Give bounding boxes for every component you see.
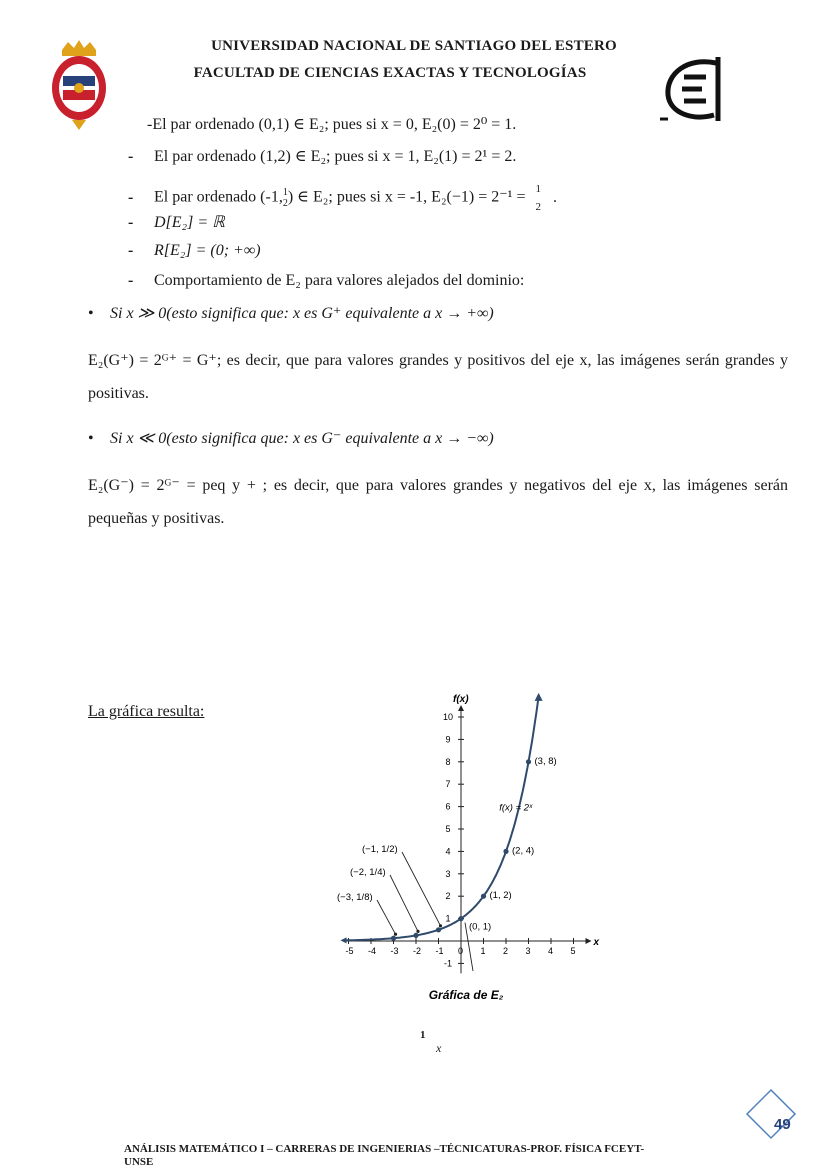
data-point <box>526 759 531 764</box>
ordered-pair-0-1: -El par ordenado (0,1) ∈ E₂; pues si x = 0, E₂(0) = 2⁰ = 1. <box>147 116 517 133</box>
range-line: - R[E₂] = (0; +∞) <box>128 242 261 259</box>
point-label: (0, 1) <box>469 921 492 933</box>
x-tick-label: -1 <box>435 946 444 956</box>
y-tick-label: 8 <box>445 756 451 767</box>
point-label: (3, 8) <box>534 755 557 767</box>
bullet-x-large-positive: • Si x ≫ 0(esto significa que: x es G⁺ equivalente a x → +∞) <box>88 305 494 322</box>
leader-line <box>390 875 418 931</box>
x-tick-label: 4 <box>548 946 554 956</box>
chart-caption: Gráfica de E₂ <box>428 988 504 1002</box>
x-tick-label: -3 <box>390 946 399 956</box>
x-tick-label: -4 <box>368 946 377 956</box>
fraction-one-half: 1 2 <box>282 187 288 209</box>
leader-line <box>377 900 396 934</box>
leader-arrowhead <box>416 930 419 933</box>
stray-denominator: x <box>436 1041 442 1055</box>
leader-arrowhead <box>439 924 442 927</box>
bullet-dot: • <box>88 305 94 322</box>
university-name: UNIVERSIDAD NACIONAL DE SANTIAGO DEL ESTERO <box>211 38 617 54</box>
y-tick-label: 3 <box>445 868 451 879</box>
data-point <box>503 849 508 854</box>
bullet-x-large-negative: • Si x ≪ 0(esto significa que: x es G⁻ equivalente a x → −∞) <box>88 430 494 447</box>
leader-arrowhead <box>394 933 397 936</box>
curve-left-arrow <box>341 937 347 943</box>
data-point <box>413 933 418 938</box>
y-tick-label: 6 <box>445 801 451 812</box>
paragraph-positive-behaviour: E₂(G⁺) = 2ᴳ⁺ = G⁺; es decir, que para valores grandes y positivos del eje x, las imágenes serán grandes y positivas. <box>88 352 788 402</box>
faculty-logo <box>658 55 730 123</box>
y-axis-arrow <box>458 705 464 711</box>
data-point <box>391 936 396 941</box>
fraction-result: 1 2 <box>535 183 541 213</box>
x-axis-arrow <box>586 938 592 944</box>
y-tick-label: 5 <box>445 824 451 834</box>
point-label: (−1, 1/2) <box>362 844 398 855</box>
x-axis-label: x <box>593 937 600 948</box>
x-tick-label: -2 <box>413 946 422 956</box>
dash-marker: - <box>128 214 134 231</box>
footer-institution: UNSE <box>124 1156 154 1168</box>
bullet-dot: • <box>88 430 94 447</box>
y-tick-label: 1 <box>445 913 451 924</box>
page-number: 49 <box>774 1116 791 1133</box>
paragraph-negative-behaviour: E₂(G⁻) = 2ᴳ⁻ = peq y + ; es decir, que para valores grandes y negativos del eje x, las imágenes serán pequeñas y positivas. <box>88 477 788 527</box>
leader-line <box>402 852 441 926</box>
y-tick-label: 2 <box>445 891 451 902</box>
exponential-chart <box>320 690 610 1010</box>
ordered-pair-minus1-half: - El par ordenado (-1,1 2) ∈ E₂; pues si x = -1, E₂(−1) = 2⁻¹ = 1 2 . <box>128 180 557 216</box>
y-tick-label: 10 <box>442 712 454 722</box>
x-tick-label: -5 <box>345 946 354 956</box>
x-tick-label: 5 <box>570 946 576 956</box>
data-point <box>458 916 463 921</box>
ordered-pair-1-2: - El par ordenado (1,2) ∈ E₂; pues si x = 1, E₂(1) = 2¹ = 2. <box>128 148 517 165</box>
y-tick-label: 7 <box>445 779 451 790</box>
point-label: (2, 4) <box>512 845 535 857</box>
dash-marker: - <box>128 272 134 289</box>
dash-marker: - <box>128 148 134 165</box>
y-axis-label: f(x) <box>453 694 469 705</box>
domain-line: - D[E₂] = ℝ <box>128 214 225 231</box>
y-tick-label: 4 <box>445 846 451 857</box>
x-tick-label: 0 <box>458 946 464 956</box>
dash-marker: - <box>128 242 134 259</box>
stray-numerator: 1 <box>420 1029 426 1041</box>
y-tick-label: -1 <box>443 958 453 969</box>
data-point <box>481 894 486 899</box>
x-tick-label: 2 <box>503 946 509 956</box>
curve-top-arrow <box>535 693 543 701</box>
curve-series <box>344 696 539 940</box>
x-tick-label: 1 <box>480 946 486 956</box>
x-tick-label: 3 <box>525 946 531 956</box>
faculty-name: FACULTAD DE CIENCIAS EXACTAS Y TECNOLOGÍAS <box>193 65 587 81</box>
function-label: f(x) = 2ˣ <box>499 802 533 814</box>
y-tick-label: 9 <box>445 734 451 745</box>
point-label: (−2, 1/4) <box>350 867 386 878</box>
point-label: (−3, 1/8) <box>337 892 373 903</box>
point-label: (1, 2) <box>489 890 512 902</box>
data-point <box>436 927 441 932</box>
dash-marker: - <box>128 188 134 206</box>
footer-course: ANÁLISIS MATEMÁTICO I – CARRERAS DE INGENIERIAS –TÉCNICATURAS-PROF. FÍSICA FCEYT- <box>124 1143 645 1155</box>
behaviour-line: - Comportamiento de E₂ para valores alejados del dominio: <box>128 272 525 289</box>
graph-intro: La gráfica resulta: <box>88 703 205 720</box>
